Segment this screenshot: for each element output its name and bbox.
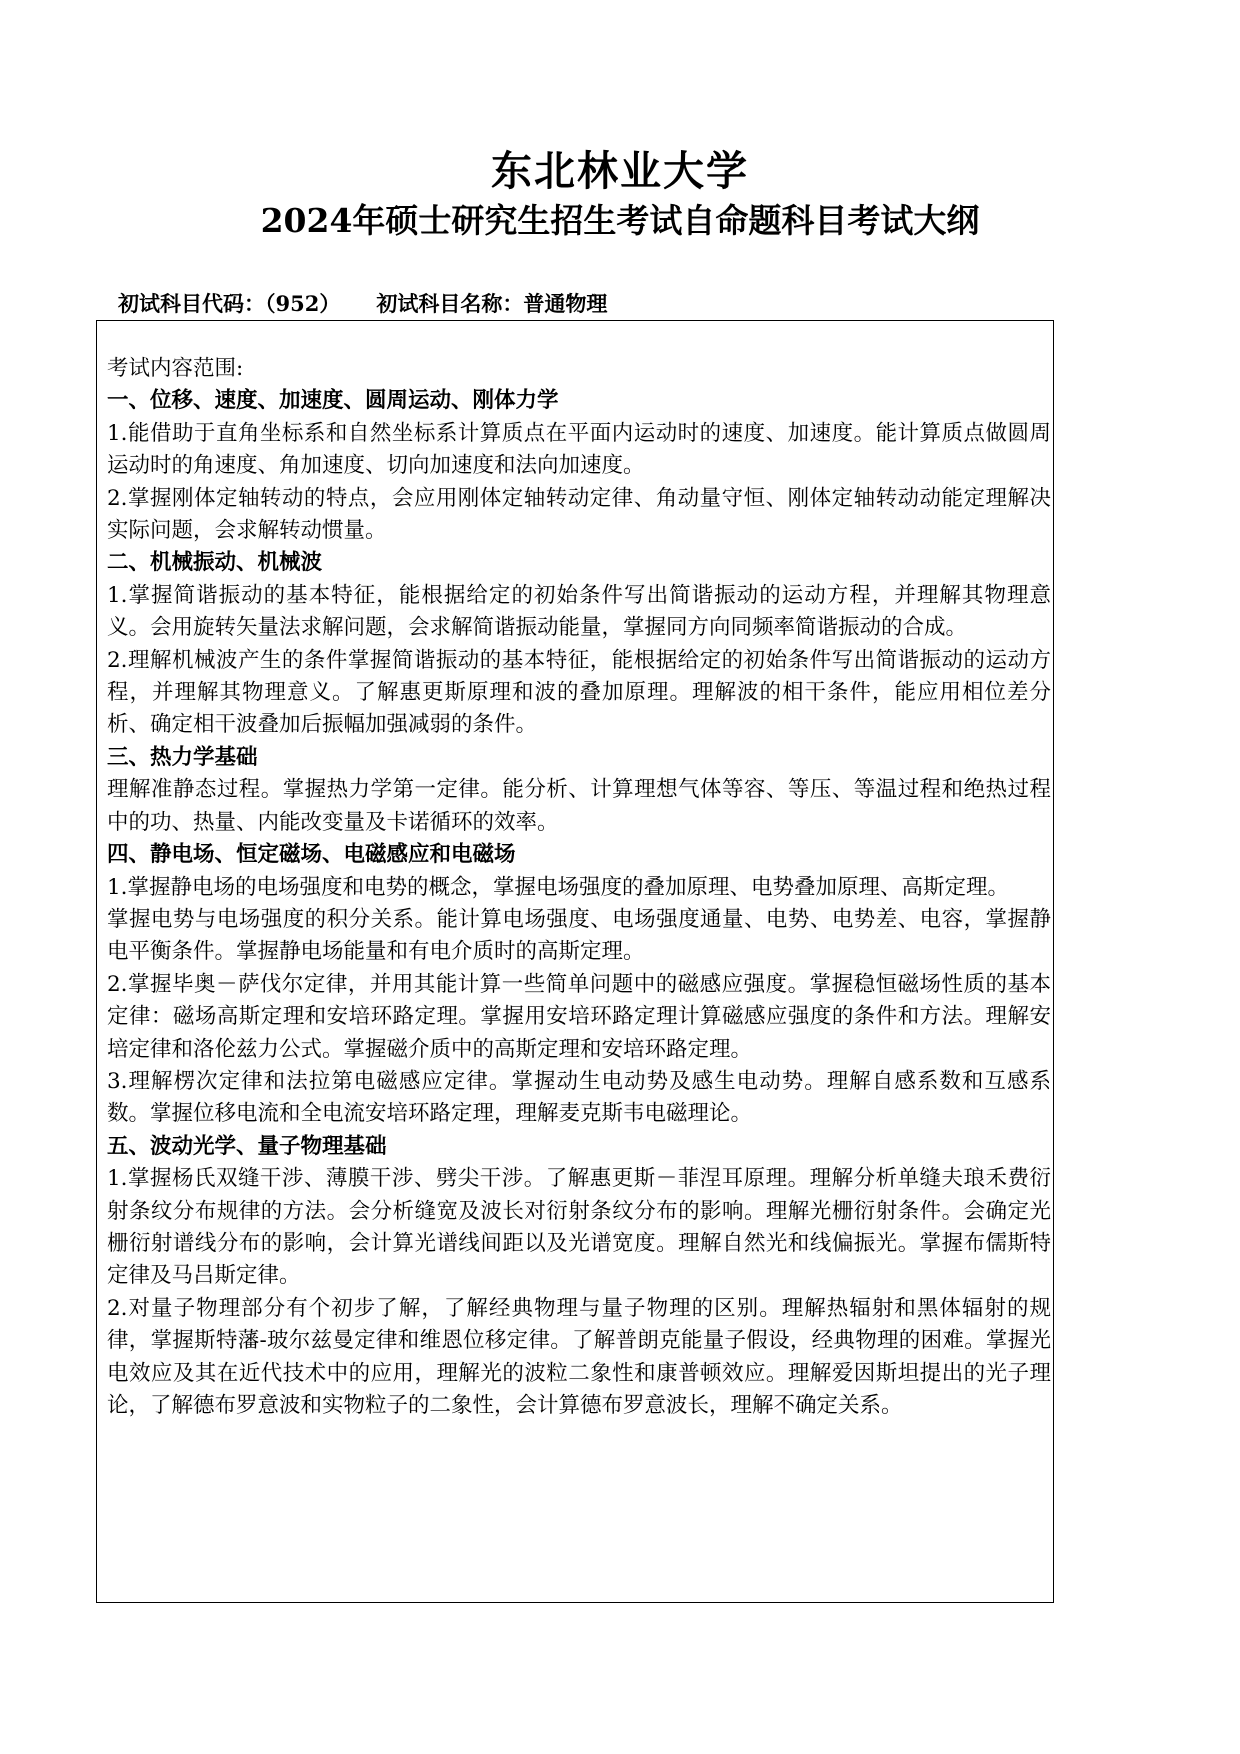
- section-paragraph: 2.对量子物理部分有个初步了解，了解经典物理与量子物理的区别。理解热辐射和黑体辐射的规律，掌握斯特藩-玻尔兹曼定律和维恩位移定律。了解普朗克能量子假设，经典物理的困难。掌握光电效应及其在近代技术中的应用，理解光的波粒二象性和康普顿效应。理解爱因斯坦提出的光子理论，了解德布罗意波和实物粒子的二象性，会计算德布罗意波长，理解不确定关系。: [107, 1295, 1051, 1418]
- section-paragraph: 2.理解机械波产生的条件掌握简谐振动的基本特征，能根据给定的初始条件写出简谐振动的运动方程，并理解其物理意义。了解惠更斯原理和波的叠加原理。理解波的相干条件，能应用相位差分析、确定相干波叠加后振幅加强减弱的条件。: [107, 647, 1051, 738]
- section-heading-mechanics: 一、位移、速度、加速度、圆周运动、刚体力学: [107, 388, 559, 414]
- syllabus-content-box: [96, 320, 1054, 1603]
- section-heading-thermodynamics: 三、热力学基础: [107, 744, 258, 770]
- section-paragraph: 2.掌握毕奥－萨伐尔定律，并用其能计算一些简单问题中的磁感应强度。掌握稳恒磁场性质的基本定律：磁场高斯定理和安培环路定理。掌握用安培环路定理计算磁感应强度的条件和方法。理解安培定律和洛伦兹力公式。掌握磁介质中的高斯定理和安培环路定理。: [107, 971, 1051, 1062]
- section-paragraph: 1.掌握简谐振动的基本特征，能根据给定的初始条件写出简谐振动的运动方程，并理解其物理意义。会用旋转矢量法求解问题，会求解简谐振动能量，掌握同方向同频率简谐振动的合成。: [107, 582, 1051, 641]
- university-title: 东北林业大学: [491, 147, 749, 195]
- section-paragraph: 1.掌握静电场的电场强度和电势的概念，掌握电场强度的叠加原理、电势叠加原理、高斯定理。: [107, 874, 1010, 900]
- subject-name: 初试科目名称：普通物理: [376, 291, 608, 316]
- section-paragraph: 掌握电势与电场强度的积分关系。能计算电场强度、电场强度通量、电势、电势差、电容，掌握静电平衡条件。掌握静电场能量和有电介质时的高斯定理。: [107, 906, 1051, 965]
- section-heading-optics-quantum: 五、波动光学、量子物理基础: [107, 1133, 387, 1159]
- subject-code: 初试科目代码：（952）: [118, 291, 341, 316]
- section-paragraph: 2.掌握刚体定轴转动的特点，会应用刚体定轴转动定律、角动量守恒、刚体定轴转动动能定理解决实际问题，会求解转动惯量。: [107, 485, 1051, 544]
- syllabus-content: [107, 353, 1051, 1422]
- document-subtitle: 2024年硕士研究生招生考试自命题科目考试大纲: [260, 201, 980, 240]
- section-paragraph: 理解准静态过程。掌握热力学第一定律。能分析、计算理想气体等容、等压、等温过程和绝热过程中的功、热量、内能改变量及卡诺循环的效率。: [107, 777, 1051, 835]
- section-paragraph: 1.能借助于直角坐标系和自然坐标系计算质点在平面内运动时的速度、加速度。能计算质点做圆周运动时的角速度、角加速度、切向加速度和法向加速度。: [107, 420, 1051, 479]
- section-paragraph: 1.掌握杨氏双缝干涉、薄膜干涉、劈尖干涉。了解惠更斯－菲涅耳原理。理解分析单缝夫琅禾费衍射条纹分布规律的方法。会分析缝宽及波长对衍射条纹分布的影响。理解光栅衍射条件。会确定光栅衍射谱线分布的影响，会计算光谱线间距以及光谱宽度。理解自然光和线偏振光。掌握布儒斯特定律及马吕斯定律。: [107, 1166, 1051, 1289]
- content-intro: 考试内容范围:: [107, 356, 244, 381]
- section-heading-vibration-waves: 二、机械振动、机械波: [107, 550, 323, 576]
- section-paragraph: 3.理解楞次定律和法拉第电磁感应定律。掌握动生电动势及感生电动势。理解自感系数和互感系数。掌握位移电流和全电流安培环路定理，理解麦克斯韦电磁理论。: [107, 1068, 1051, 1127]
- section-heading-electromagnetism: 四、静电场、恒定磁场、电磁感应和电磁场: [107, 842, 516, 868]
- subject-info-line: [118, 288, 607, 320]
